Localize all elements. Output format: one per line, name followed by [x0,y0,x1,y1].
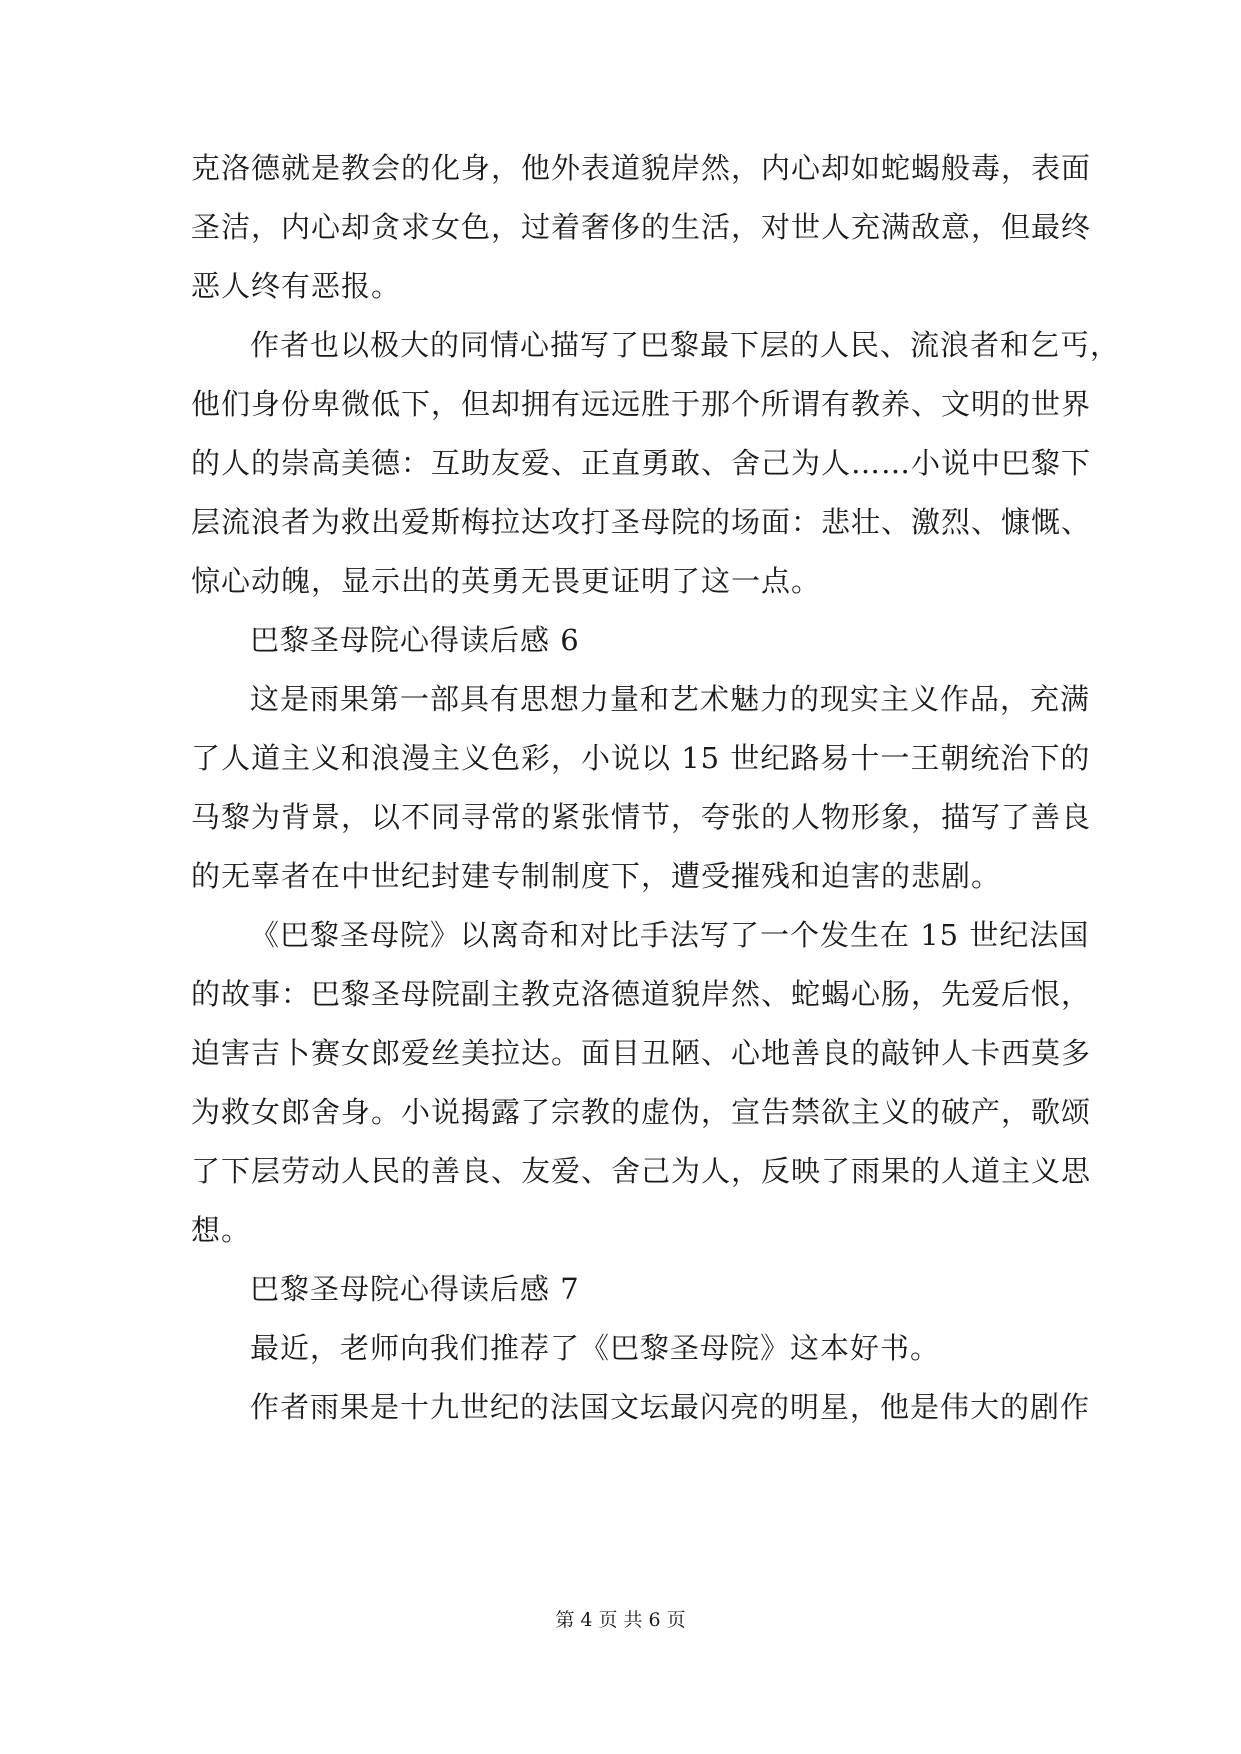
text-line: 《巴黎圣母院》以离奇和对比手法写了一个发生在 15 世纪法国 [250,918,1090,952]
text-line: 了下层劳动人民的善良、友爱、舍己为人，反映了雨果的人道主义思 [191,1154,1092,1188]
text-line: 迫害吉卜赛女郎爱丝美拉达。面目丑陋、心地善良的敲钟人卡西莫多 [191,1036,1092,1070]
text-line: 为救女郎舍身。小说揭露了宗教的虚伪，宣告禁欲主义的破产，歌颂 [191,1095,1092,1129]
text-line: 这是雨果第一部具有思想力量和艺术魅力的现实主义作品，充满 [250,682,1091,716]
text-line: 最近，老师向我们推荐了《巴黎圣母院》这本好书。 [250,1331,941,1365]
text-line: 圣洁，内心却贪求女色，过着奢侈的生活，对世人充满敌意，但最终 [191,210,1092,244]
section-heading: 巴黎圣母院心得读后感 7 [250,1272,580,1306]
text-line: 的故事：巴黎圣母院副主教克洛德道貌岸然、蛇蝎心肠，先爱后恨， [191,977,1092,1011]
text-line: 作者也以极大的同情心描写了巴黎最下层的人民、流浪者和乞丐， [250,328,1121,362]
text-line: 恶人终有恶报。 [191,269,402,303]
text-line: 克洛德就是教会的化身，他外表道貌岸然，内心却如蛇蝎般毒，表面 [191,151,1092,185]
text-line: 想。 [191,1213,252,1247]
page-number-footer: 第 4 页 共 6 页 [555,1609,686,1631]
text-line: 层流浪者为救出爱斯梅拉达攻打圣母院的场面：悲壮、激烈、慷慨、 [191,505,1092,539]
text-line: 了人道主义和浪漫主义色彩，小说以 15 世纪路易十一王朝统治下的 [191,741,1091,775]
text-line: 马黎为背景，以不同寻常的紧张情节，夸张的人物形象，描写了善良 [191,800,1092,834]
text-line: 的无辜者在中世纪封建专制制度下，遭受摧残和迫害的悲剧。 [191,859,1002,893]
text-line: 的人的崇高美德：互助友爱、正直勇敢、舍己为人……小说中巴黎下 [191,446,1092,480]
text-line: 惊心动魄，显示出的英勇无畏更证明了这一点。 [191,564,822,598]
text-line: 他们身份卑微低下，但却拥有远远胜于那个所谓有教养、文明的世界 [191,387,1092,421]
section-heading: 巴黎圣母院心得读后感 6 [250,623,580,657]
text-line: 作者雨果是十九世纪的法国文坛最闪亮的明星，他是伟大的剧作 [250,1390,1091,1424]
